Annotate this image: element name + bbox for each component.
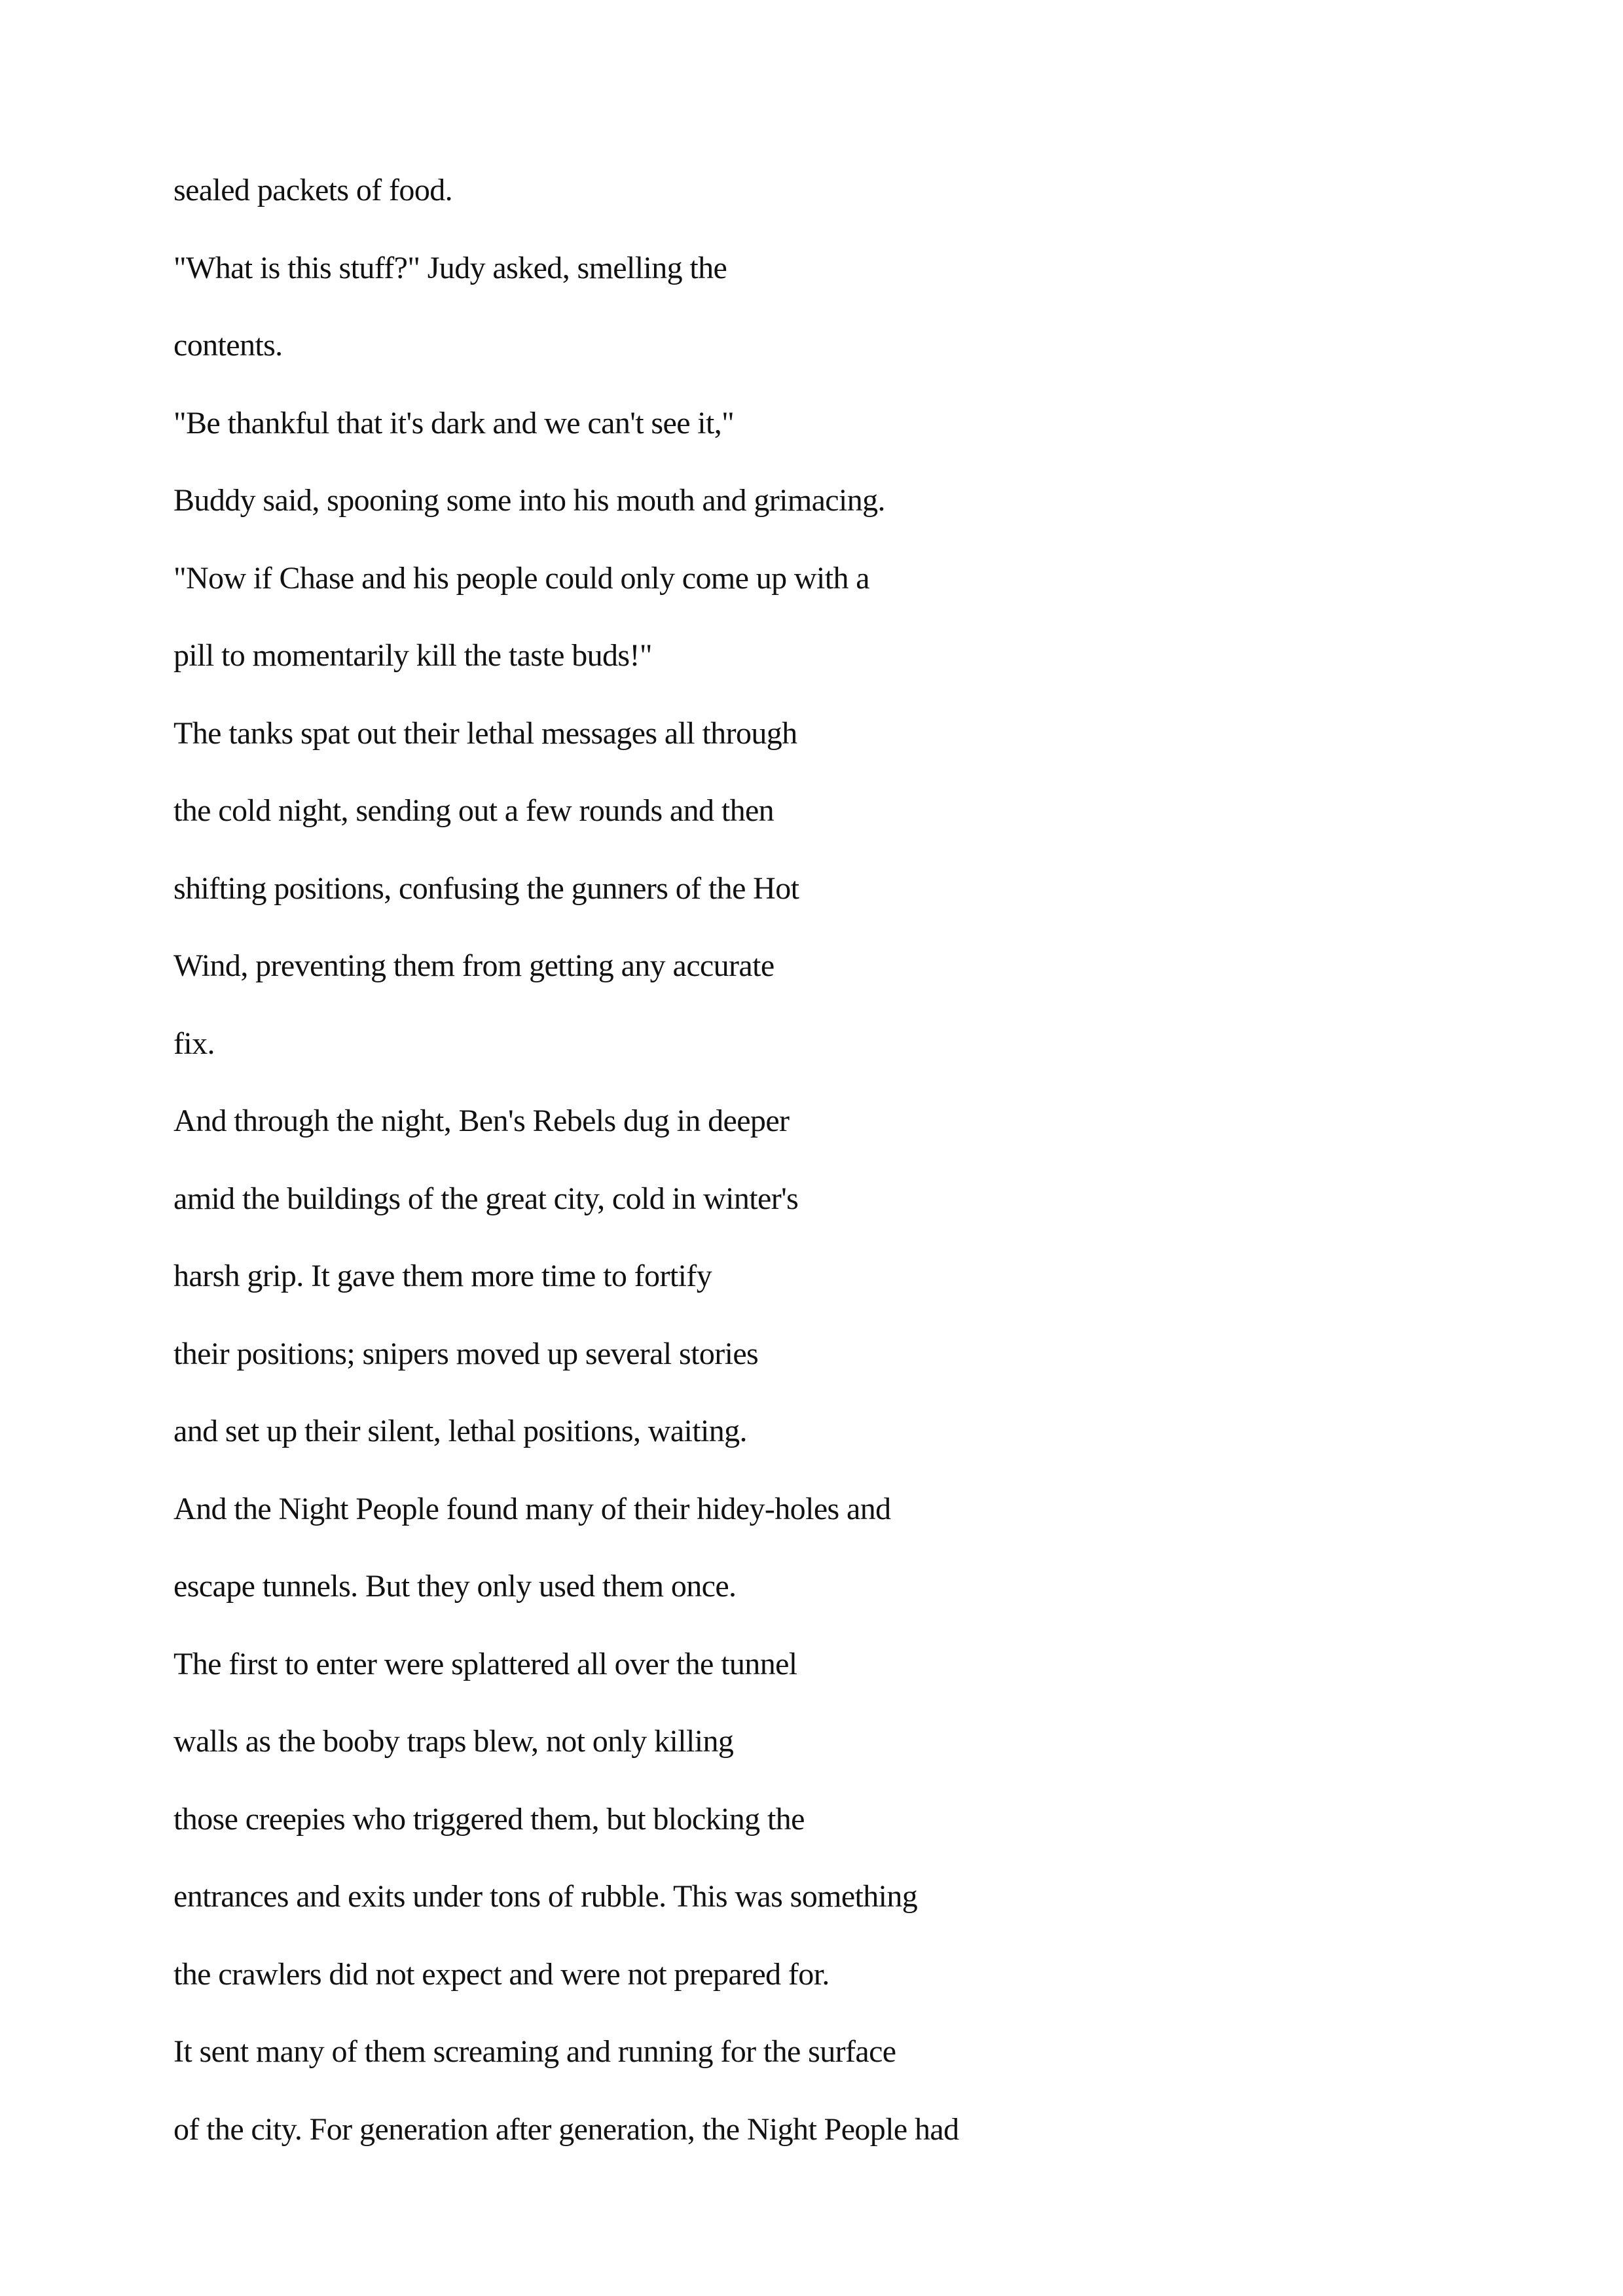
text-line: the crawlers did not expect and were not prepared for. bbox=[173, 1956, 830, 1992]
text-line: amid the buildings of the great city, cold in winter's bbox=[173, 1181, 799, 1216]
text-line: The first to enter were splattered all over the tunnel bbox=[173, 1646, 797, 1681]
text-line: Wind, preventing them from getting any accurate bbox=[173, 948, 775, 983]
text-line: "Now if Chase and his people could only come up with a bbox=[173, 560, 869, 596]
text-line: shifting positions, confusing the gunners of the Hot bbox=[173, 870, 799, 906]
text-line: and set up their silent, lethal positions, waiting. bbox=[173, 1414, 747, 1448]
text-line: those creepies who triggered them, but blocking the bbox=[173, 1801, 805, 1837]
text-line: And the Night People found many of their hidey-holes and bbox=[173, 1491, 891, 1526]
text-line: walls as the booby traps blew, not only killing bbox=[173, 1724, 734, 1759]
text-line: fix. bbox=[173, 1026, 215, 1061]
text-line: And through the night, Ben's Rebels dug in deeper bbox=[173, 1103, 790, 1138]
text-line: sealed packets of food. bbox=[173, 173, 453, 207]
text-line: "What is this stuff?" Judy asked, smelling the bbox=[173, 250, 727, 285]
text-line: "Be thankful that it's dark and we can't see it," bbox=[173, 405, 735, 440]
text-line: of the city. For generation after generation, the Night People had bbox=[173, 2111, 959, 2147]
text-line: the cold night, sending out a few rounds and then bbox=[173, 793, 775, 828]
text-line: contents. bbox=[173, 328, 283, 363]
text-line: escape tunnels. But they only used them once. bbox=[173, 1569, 737, 1604]
text-line: It sent many of them screaming and running for the surface bbox=[173, 2034, 896, 2069]
text-line: The tanks spat out their lethal messages all through bbox=[173, 715, 797, 751]
text-line: entrances and exits under tons of rubble. This was something bbox=[173, 1879, 918, 1914]
text-line: Buddy said, spooning some into his mouth and grimacing. bbox=[173, 483, 885, 518]
text-line: harsh grip. It gave them more time to fortify bbox=[173, 1259, 712, 1293]
body-text bbox=[173, 152, 1483, 2168]
text-line: their positions; snipers moved up several stories bbox=[173, 1336, 759, 1371]
text-line: pill to momentarily kill the taste buds!" bbox=[173, 638, 652, 673]
